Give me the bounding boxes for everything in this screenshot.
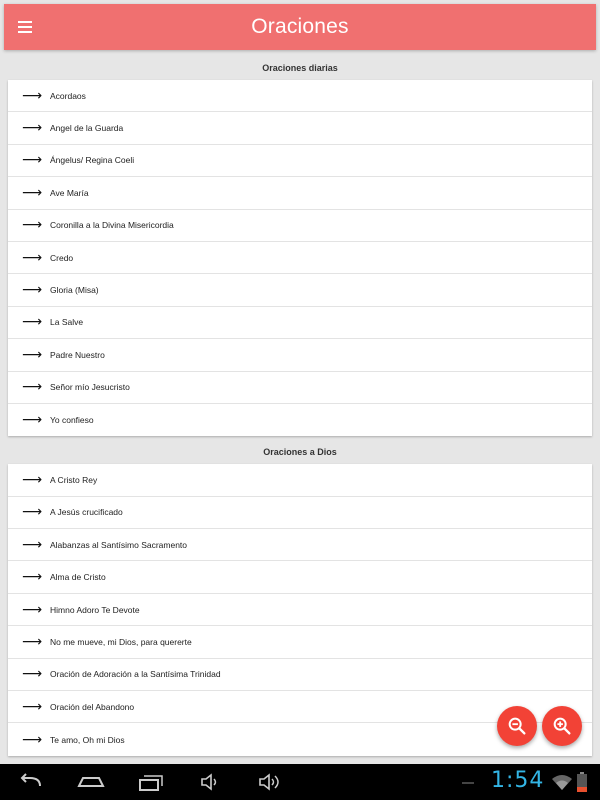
list-item-label: Oración del Abandono bbox=[50, 701, 135, 712]
arrow-right-icon: ⟶ bbox=[22, 217, 43, 234]
list-item-label: Padre Nuestro bbox=[50, 349, 105, 360]
arrow-right-icon: ⟶ bbox=[22, 412, 43, 429]
section-title-oraciones-a-dios: Oraciones a Dios bbox=[263, 447, 337, 458]
list-item[interactable] bbox=[8, 659, 592, 691]
notification-indicator bbox=[462, 782, 474, 784]
list-item[interactable] bbox=[8, 529, 592, 561]
list-item[interactable] bbox=[8, 242, 592, 274]
recent-apps-icon[interactable] bbox=[136, 772, 166, 792]
list-item-label: Oración de Adoración a la Santísima Trinidad bbox=[50, 669, 221, 680]
list-item[interactable] bbox=[8, 112, 592, 144]
zoom-out-button[interactable] bbox=[497, 706, 537, 746]
list-item[interactable] bbox=[8, 404, 592, 436]
list-item-label: Credo bbox=[50, 252, 74, 263]
back-icon[interactable] bbox=[16, 772, 46, 792]
list-item-label: Señor mío Jesucristo bbox=[50, 382, 130, 393]
prayer-list[interactable] bbox=[0, 56, 600, 764]
arrow-right-icon: ⟶ bbox=[22, 504, 43, 521]
zoom-in-button[interactable] bbox=[542, 706, 582, 746]
arrow-right-icon: ⟶ bbox=[22, 471, 43, 488]
section-card-oraciones-diarias bbox=[8, 80, 592, 436]
list-item[interactable] bbox=[8, 464, 592, 496]
arrow-right-icon: ⟶ bbox=[22, 282, 43, 299]
menu-icon[interactable] bbox=[18, 17, 38, 37]
arrow-right-icon: ⟶ bbox=[22, 698, 43, 715]
arrow-right-icon: ⟶ bbox=[22, 731, 43, 748]
list-item-label: Ave María bbox=[50, 187, 89, 198]
list-item-label: Himno Adoro Te Devote bbox=[50, 604, 140, 615]
volume-down-icon[interactable] bbox=[196, 772, 226, 792]
arrow-right-icon: ⟶ bbox=[22, 666, 43, 683]
arrow-right-icon: ⟶ bbox=[22, 633, 43, 650]
list-item[interactable] bbox=[8, 145, 592, 177]
arrow-right-icon: ⟶ bbox=[22, 601, 43, 618]
list-item[interactable] bbox=[8, 497, 592, 529]
volume-up-icon[interactable] bbox=[256, 772, 286, 792]
list-item[interactable] bbox=[8, 210, 592, 242]
list-item-label: Yo confieso bbox=[50, 415, 94, 426]
list-item[interactable] bbox=[8, 80, 592, 112]
arrow-right-icon: ⟶ bbox=[22, 346, 43, 363]
arrow-right-icon: ⟶ bbox=[22, 184, 43, 201]
zoom-in-icon bbox=[551, 715, 573, 737]
list-item-label: Coronilla a la Divina Misericordia bbox=[50, 220, 174, 231]
arrow-right-icon: ⟶ bbox=[22, 87, 43, 104]
list-item-label: Ángelus/ Regina Coeli bbox=[50, 155, 135, 166]
arrow-right-icon: ⟶ bbox=[22, 152, 43, 169]
list-item[interactable] bbox=[8, 177, 592, 209]
arrow-right-icon: ⟶ bbox=[22, 249, 43, 266]
home-icon[interactable] bbox=[76, 772, 106, 792]
arrow-right-icon: ⟶ bbox=[22, 314, 43, 331]
battery-icon bbox=[576, 772, 588, 792]
list-item-label: Acordaos bbox=[50, 90, 86, 101]
list-item-label: La Salve bbox=[50, 317, 84, 328]
list-item-label: Te amo, Oh mi Dios bbox=[50, 734, 125, 745]
arrow-right-icon: ⟶ bbox=[22, 569, 43, 586]
list-item-label: Alma de Cristo bbox=[50, 572, 106, 583]
arrow-right-icon: ⟶ bbox=[22, 536, 43, 553]
arrow-right-icon: ⟶ bbox=[22, 379, 43, 396]
list-item[interactable] bbox=[8, 626, 592, 658]
list-item[interactable] bbox=[8, 274, 592, 306]
wifi-icon bbox=[552, 774, 572, 790]
list-item-label: No me mueve, mi Dios, para quererte bbox=[50, 636, 192, 647]
list-item-label: Angel de la Guarda bbox=[50, 123, 124, 134]
arrow-right-icon: ⟶ bbox=[22, 120, 43, 137]
app-title: Oraciones bbox=[251, 15, 349, 38]
list-item[interactable] bbox=[8, 372, 592, 404]
system-navigation-bar bbox=[0, 764, 600, 800]
list-item[interactable] bbox=[8, 561, 592, 593]
list-item-label: Gloria (Misa) bbox=[50, 285, 99, 296]
zoom-out-icon bbox=[506, 715, 528, 737]
app-bar bbox=[4, 4, 596, 50]
list-item-label: A Jesús crucificado bbox=[50, 507, 123, 518]
list-item[interactable] bbox=[8, 339, 592, 371]
list-item[interactable] bbox=[8, 594, 592, 626]
status-clock: 1:54 bbox=[491, 768, 545, 793]
list-item-label: A Cristo Rey bbox=[50, 474, 98, 485]
list-item[interactable] bbox=[8, 307, 592, 339]
section-title-oraciones-diarias: Oraciones diarias bbox=[262, 63, 338, 73]
list-item-label: Alabanzas al Santísimo Sacramento bbox=[50, 539, 188, 550]
